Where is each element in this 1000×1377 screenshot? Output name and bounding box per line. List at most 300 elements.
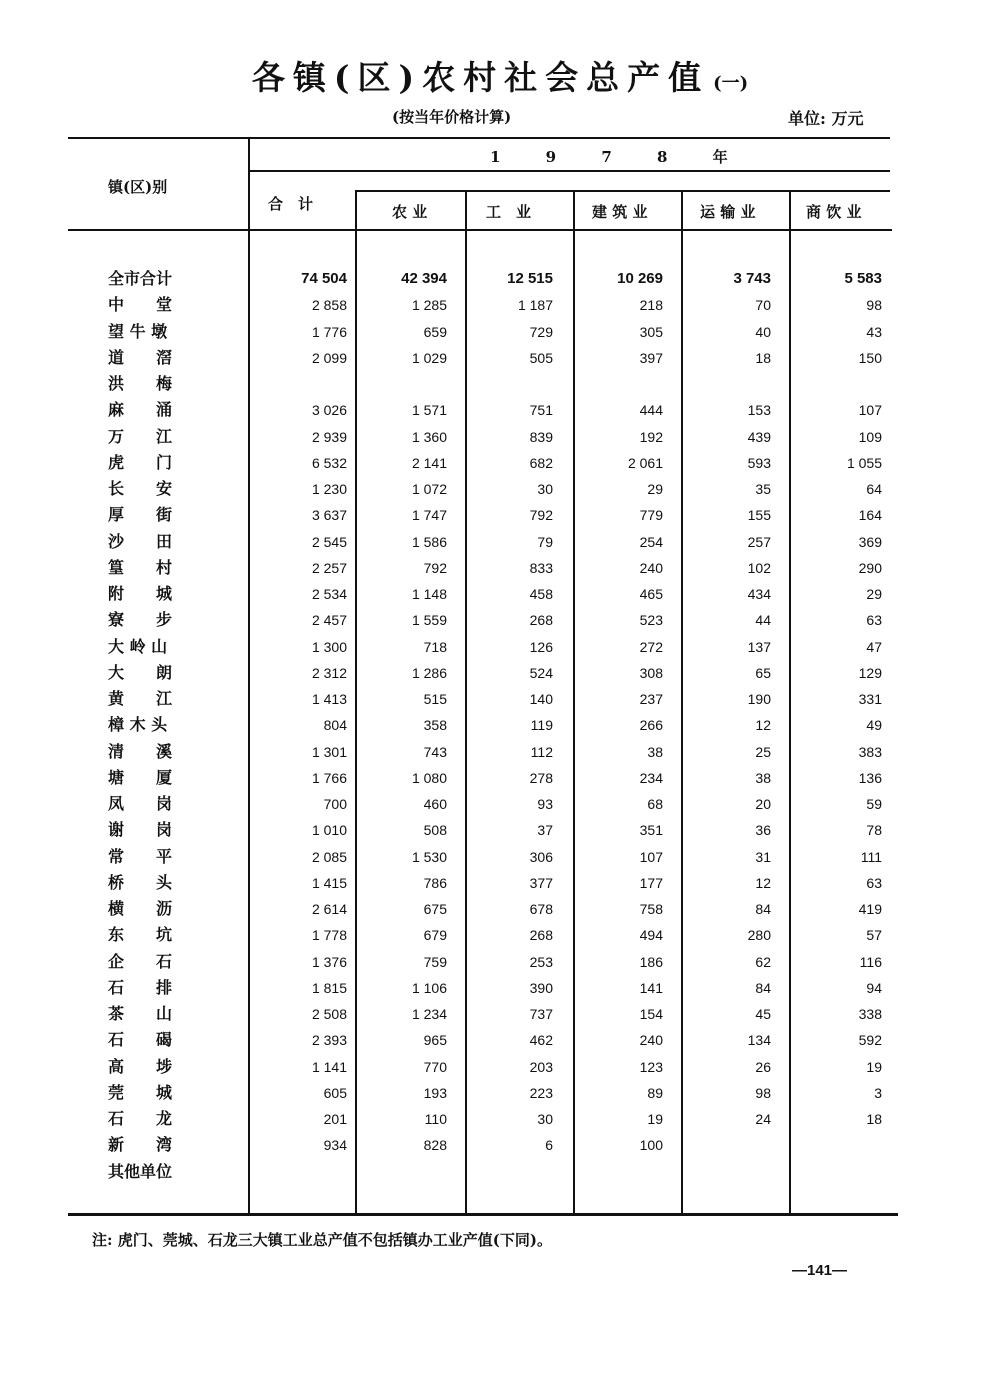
- value-cell: 98: [866, 297, 882, 314]
- value-cell: 833: [529, 559, 553, 576]
- table-row: [68, 450, 900, 476]
- col-header-agriculture: 农 业: [392, 203, 428, 221]
- value-cell: 29: [647, 481, 663, 498]
- unit-label: 单位: 万元: [788, 109, 864, 128]
- value-cell: 84: [755, 901, 771, 918]
- value-cell: 107: [639, 848, 663, 865]
- value-cell: [683, 371, 791, 397]
- value-cell: 770: [423, 1058, 447, 1075]
- value-cell: 49: [866, 717, 882, 734]
- value-cell: 758: [639, 901, 663, 918]
- town-name: 大 岭 山: [108, 636, 168, 656]
- col-header-total: 合 计: [268, 195, 314, 213]
- town-name: 其他单位: [108, 1161, 173, 1181]
- value-cell: 24: [755, 1111, 771, 1128]
- value-cell: 19: [866, 1058, 882, 1075]
- value-cell: [357, 371, 467, 397]
- table-row: [68, 949, 900, 975]
- value-cell: 743: [423, 743, 447, 760]
- table-body: [68, 266, 900, 1185]
- value-cell: [357, 1159, 467, 1185]
- header-year-rule: [250, 170, 890, 172]
- value-cell: 98: [755, 1084, 771, 1101]
- value-cell: 494: [639, 927, 663, 944]
- value-cell: 257: [747, 533, 771, 550]
- value-cell: 45: [755, 1006, 771, 1023]
- value-cell: 1 106: [411, 979, 447, 996]
- value-cell: 2 312: [311, 664, 347, 681]
- value-cell: 141: [639, 979, 663, 996]
- value-cell: 934: [323, 1137, 347, 1154]
- value-cell: 759: [423, 953, 447, 970]
- value-cell: 18: [755, 349, 771, 366]
- value-cell: 3: [874, 1084, 882, 1101]
- value-cell: 192: [639, 428, 663, 445]
- town-name: 清 溪: [108, 741, 173, 761]
- subtitle: (按当年价格计算): [392, 108, 512, 126]
- value-cell: 150: [858, 349, 882, 366]
- value-cell: 1 285: [411, 297, 447, 314]
- value-cell: 377: [529, 874, 553, 891]
- value-cell: 2 257: [311, 559, 347, 576]
- value-cell: 94: [866, 979, 882, 996]
- value-cell: 140: [529, 691, 553, 708]
- town-name: 篁 村: [108, 557, 173, 577]
- value-cell: 397: [639, 349, 663, 366]
- value-cell: 1 376: [311, 953, 347, 970]
- value-cell: 107: [858, 402, 882, 419]
- value-cell: 659: [423, 323, 447, 340]
- town-name: 全市合计: [108, 269, 173, 289]
- table-row: [68, 555, 900, 581]
- table-row: [68, 581, 900, 607]
- value-cell: 18: [866, 1111, 882, 1128]
- table-row: [68, 1080, 900, 1106]
- town-name: 长 安: [108, 479, 173, 499]
- row-label-header: 镇(区)别: [108, 178, 168, 196]
- value-cell: 154: [639, 1006, 663, 1023]
- value-cell: 2 393: [311, 1032, 347, 1049]
- value-cell: 153: [747, 402, 771, 419]
- value-cell: 1 301: [311, 743, 347, 760]
- value-cell: 62: [755, 953, 771, 970]
- value-cell: 25: [755, 743, 771, 760]
- value-cell: 1 586: [411, 533, 447, 550]
- value-cell: 190: [747, 691, 771, 708]
- value-cell: 89: [647, 1084, 663, 1101]
- value-cell: 444: [639, 402, 663, 419]
- value-cell: 64: [866, 481, 882, 498]
- value-cell: 155: [747, 507, 771, 524]
- table-row: [68, 686, 900, 712]
- value-cell: 19: [647, 1111, 663, 1128]
- value-cell: 218: [639, 297, 663, 314]
- page-title: [0, 52, 1000, 99]
- town-name: 黄 江: [108, 689, 173, 709]
- value-cell: 1 234: [411, 1006, 447, 1023]
- table-row: [68, 476, 900, 502]
- value-cell: 70: [755, 297, 771, 314]
- value-cell: 828: [423, 1137, 447, 1154]
- value-cell: 30: [537, 481, 553, 498]
- title-text: 各镇(区)农村社会总产值: [251, 58, 710, 97]
- town-name: 东 坑: [108, 925, 173, 945]
- value-cell: [791, 1132, 900, 1158]
- col-header-commerce: 商 饮 业: [806, 203, 862, 221]
- value-cell: [575, 1159, 683, 1185]
- value-cell: 43: [866, 323, 882, 340]
- value-cell: 439: [747, 428, 771, 445]
- value-cell: 109: [858, 428, 882, 445]
- value-cell: 351: [639, 822, 663, 839]
- value-cell: 84: [755, 979, 771, 996]
- value-cell: 505: [529, 349, 553, 366]
- value-cell: [683, 1132, 791, 1158]
- value-cell: 524: [529, 664, 553, 681]
- town-name: 厚 街: [108, 505, 173, 525]
- table-row: [68, 319, 900, 345]
- value-cell: 2 508: [311, 1006, 347, 1023]
- value-cell: 240: [639, 1032, 663, 1049]
- value-cell: 3 637: [311, 507, 347, 524]
- value-cell: 3 026: [311, 402, 347, 419]
- value-cell: 116: [859, 953, 882, 970]
- value-cell: 20: [755, 796, 771, 813]
- table-row: [68, 791, 900, 817]
- value-cell: 465: [639, 586, 663, 603]
- value-cell: 59: [866, 796, 882, 813]
- value-cell: 68: [647, 796, 663, 813]
- table-row: [68, 266, 900, 292]
- value-cell: 390: [529, 979, 553, 996]
- value-cell: 1 010: [311, 822, 347, 839]
- value-cell: 786: [423, 874, 447, 891]
- value-cell: 523: [639, 612, 663, 629]
- value-cell: 12 515: [507, 270, 553, 288]
- value-cell: 63: [866, 874, 882, 891]
- value-cell: 29: [866, 586, 882, 603]
- value-cell: 792: [423, 559, 447, 576]
- table-row: [68, 844, 900, 870]
- value-cell: 31: [755, 848, 771, 865]
- value-cell: 1 187: [517, 297, 553, 314]
- table-row: [68, 371, 900, 397]
- col-header-construction: 建 筑 业: [592, 203, 648, 221]
- value-cell: 38: [647, 743, 663, 760]
- value-cell: 280: [747, 927, 771, 944]
- value-cell: 38: [755, 769, 771, 786]
- value-cell: 203: [529, 1058, 553, 1075]
- value-cell: 6 532: [311, 454, 347, 471]
- page-number: —141—: [792, 1262, 848, 1279]
- table-row: [68, 1027, 900, 1053]
- value-cell: 1 029: [411, 349, 447, 366]
- value-cell: 44: [755, 612, 771, 629]
- value-cell: 682: [529, 454, 553, 471]
- value-cell: 266: [639, 717, 663, 734]
- table-bottom-rule: [68, 1213, 898, 1216]
- value-cell: 164: [858, 507, 882, 524]
- table-row: [68, 397, 900, 423]
- value-cell: 223: [529, 1084, 553, 1101]
- title-suffix: (一): [713, 73, 749, 94]
- town-name: 横 沥: [108, 899, 173, 919]
- value-cell: 37: [537, 822, 553, 839]
- value-cell: 268: [529, 927, 553, 944]
- value-cell: 383: [858, 743, 882, 760]
- value-cell: 839: [529, 428, 553, 445]
- data-table: [68, 266, 900, 1185]
- value-cell: 5 583: [844, 270, 882, 288]
- value-cell: 129: [858, 664, 882, 681]
- town-name: 石 龙: [108, 1109, 173, 1129]
- value-cell: 253: [529, 953, 553, 970]
- value-cell: 605: [323, 1084, 347, 1101]
- value-cell: 65: [755, 664, 771, 681]
- table-row: [68, 922, 900, 948]
- town-name: 凤 岗: [108, 794, 173, 814]
- value-cell: 306: [529, 848, 553, 865]
- value-cell: 254: [639, 533, 663, 550]
- value-cell: 78: [866, 822, 882, 839]
- value-cell: 193: [423, 1084, 447, 1101]
- value-cell: 700: [323, 796, 347, 813]
- value-cell: 201: [323, 1111, 347, 1128]
- value-cell: [791, 371, 900, 397]
- value-cell: 1 530: [411, 848, 447, 865]
- value-cell: 718: [423, 638, 447, 655]
- value-cell: 1 055: [846, 454, 882, 471]
- value-cell: 593: [747, 454, 771, 471]
- value-cell: 308: [639, 664, 663, 681]
- table-row: [68, 765, 900, 791]
- value-cell: 278: [529, 769, 553, 786]
- town-name: 谢 岗: [108, 820, 173, 840]
- table-row: [68, 975, 900, 1001]
- value-cell: 1 360: [411, 428, 447, 445]
- town-name: 茶 山: [108, 1004, 173, 1024]
- value-cell: 2 858: [311, 297, 347, 314]
- town-name: 道 滘: [108, 347, 173, 367]
- col-header-industry: 工 业: [486, 203, 532, 221]
- value-cell: 237: [639, 691, 663, 708]
- value-cell: 2 457: [311, 612, 347, 629]
- table-row: [68, 345, 900, 371]
- value-cell: 126: [529, 638, 553, 655]
- town-name: 新 湾: [108, 1135, 173, 1155]
- value-cell: 508: [423, 822, 447, 839]
- table-row: [68, 502, 900, 528]
- table-row: [68, 1106, 900, 1132]
- value-cell: 592: [858, 1032, 882, 1049]
- town-name: 企 石: [108, 951, 173, 971]
- value-cell: 272: [639, 638, 663, 655]
- town-name: 万 江: [108, 426, 173, 446]
- town-name: 望 牛 墩: [108, 321, 168, 341]
- col-header-transport: 运 输 业: [700, 203, 756, 221]
- value-cell: 1 747: [411, 507, 447, 524]
- value-cell: [575, 371, 683, 397]
- value-cell: [683, 1159, 791, 1185]
- table-row: [68, 896, 900, 922]
- value-cell: 186: [639, 953, 663, 970]
- value-cell: 1 080: [411, 769, 447, 786]
- value-cell: 434: [747, 586, 771, 603]
- value-cell: 79: [537, 533, 553, 550]
- table-row: [68, 1001, 900, 1027]
- value-cell: 729: [529, 323, 553, 340]
- table-top-rule: [68, 137, 890, 139]
- table-row: [68, 607, 900, 633]
- value-cell: 1 559: [411, 612, 447, 629]
- value-cell: 369: [858, 533, 882, 550]
- value-cell: 2 534: [311, 586, 347, 603]
- value-cell: 240: [639, 559, 663, 576]
- value-cell: 10 269: [617, 270, 663, 288]
- table-row: [68, 712, 900, 738]
- value-cell: 123: [639, 1058, 663, 1075]
- value-cell: 515: [423, 691, 447, 708]
- value-cell: 305: [639, 323, 663, 340]
- value-cell: 965: [423, 1032, 447, 1049]
- value-cell: 1 141: [311, 1058, 347, 1075]
- town-name: 沙 田: [108, 531, 173, 551]
- table-row: [68, 1132, 900, 1158]
- town-name: 常 平: [108, 846, 173, 866]
- value-cell: 57: [866, 927, 882, 944]
- value-cell: 331: [858, 691, 882, 708]
- table-row: [68, 660, 900, 686]
- value-cell: 3 743: [733, 270, 771, 288]
- value-cell: 2 545: [311, 533, 347, 550]
- table-row: [68, 739, 900, 765]
- value-cell: 460: [423, 796, 447, 813]
- value-cell: 6: [545, 1137, 553, 1154]
- value-cell: 119: [530, 717, 553, 734]
- town-name: 附 城: [108, 584, 173, 604]
- value-cell: 30: [537, 1111, 553, 1128]
- value-cell: 74 504: [301, 270, 347, 288]
- value-cell: 2 939: [311, 428, 347, 445]
- table-row: [68, 424, 900, 450]
- value-cell: 1 230: [311, 481, 347, 498]
- value-cell: 112: [530, 743, 553, 760]
- footnote: 注: 虎门、莞城、石龙三大镇工业总产值不包括镇办工业产值(下同)。: [92, 1231, 552, 1249]
- value-cell: 1 072: [411, 481, 447, 498]
- town-name: 樟 木 头: [108, 715, 168, 735]
- value-cell: 2 061: [627, 454, 663, 471]
- value-cell: 63: [866, 612, 882, 629]
- value-cell: [467, 371, 575, 397]
- value-cell: 40: [755, 323, 771, 340]
- value-cell: 338: [858, 1006, 882, 1023]
- value-cell: 1 286: [411, 664, 447, 681]
- table-row: [68, 529, 900, 555]
- value-cell: 268: [529, 612, 553, 629]
- value-cell: 2 141: [411, 454, 447, 471]
- value-cell: 419: [858, 901, 882, 918]
- table-row: [68, 292, 900, 318]
- value-cell: 110: [424, 1111, 447, 1128]
- value-cell: 134: [747, 1032, 771, 1049]
- value-cell: [467, 1159, 575, 1185]
- value-cell: 42 394: [401, 270, 447, 288]
- town-name: 石 排: [108, 977, 173, 997]
- value-cell: 26: [755, 1058, 771, 1075]
- table-row: [68, 817, 900, 843]
- value-cell: 1 571: [411, 402, 447, 419]
- value-cell: 1 148: [411, 586, 447, 603]
- value-cell: 458: [529, 586, 553, 603]
- value-cell: 779: [639, 507, 663, 524]
- header-bottom-rule: [68, 229, 892, 231]
- value-cell: 1 766: [311, 769, 347, 786]
- value-cell: 1 778: [311, 927, 347, 944]
- value-cell: [250, 1159, 357, 1185]
- year-header: 1 9 7 8 年: [490, 148, 748, 166]
- value-cell: 358: [423, 717, 447, 734]
- value-cell: 751: [529, 402, 553, 419]
- value-cell: [250, 371, 357, 397]
- town-name: 大 朗: [108, 662, 173, 682]
- town-name: 桥 头: [108, 872, 173, 892]
- table-row: [68, 1054, 900, 1080]
- value-cell: 36: [755, 822, 771, 839]
- value-cell: 737: [529, 1006, 553, 1023]
- town-name: 寮 步: [108, 610, 173, 630]
- town-name: 中 堂: [108, 295, 173, 315]
- value-cell: 102: [747, 559, 771, 576]
- value-cell: 35: [755, 481, 771, 498]
- value-cell: 234: [639, 769, 663, 786]
- value-cell: 2 099: [311, 349, 347, 366]
- value-cell: 290: [858, 559, 882, 576]
- value-cell: 93: [537, 796, 553, 813]
- value-cell: [791, 1159, 900, 1185]
- table-row: [68, 1159, 900, 1185]
- value-cell: 462: [529, 1032, 553, 1049]
- town-name: 虎 门: [108, 452, 173, 472]
- town-name: 塘 厦: [108, 767, 173, 787]
- value-cell: 136: [858, 769, 882, 786]
- table-row: [68, 870, 900, 896]
- town-name: 麻 涌: [108, 400, 173, 420]
- value-cell: 100: [639, 1137, 663, 1154]
- value-cell: 2 085: [311, 848, 347, 865]
- town-name: 石 碣: [108, 1030, 173, 1050]
- value-cell: 47: [866, 638, 882, 655]
- value-cell: 679: [423, 927, 447, 944]
- value-cell: 137: [747, 638, 771, 655]
- value-cell: 804: [323, 717, 347, 734]
- value-cell: 111: [860, 848, 882, 865]
- value-cell: 12: [755, 874, 771, 891]
- town-name: 高 埗: [108, 1056, 173, 1076]
- table-row: [68, 634, 900, 660]
- value-cell: 1 776: [311, 323, 347, 340]
- value-cell: 1 300: [311, 638, 347, 655]
- value-cell: 678: [529, 901, 553, 918]
- value-cell: 1 413: [311, 691, 347, 708]
- value-cell: 1 815: [311, 979, 347, 996]
- value-cell: 792: [529, 507, 553, 524]
- value-cell: 2 614: [311, 901, 347, 918]
- town-name: 莞 城: [108, 1082, 173, 1102]
- value-cell: 12: [755, 717, 771, 734]
- value-cell: 1 415: [311, 874, 347, 891]
- value-cell: 177: [639, 874, 663, 891]
- header-subcols-rule: [356, 190, 890, 192]
